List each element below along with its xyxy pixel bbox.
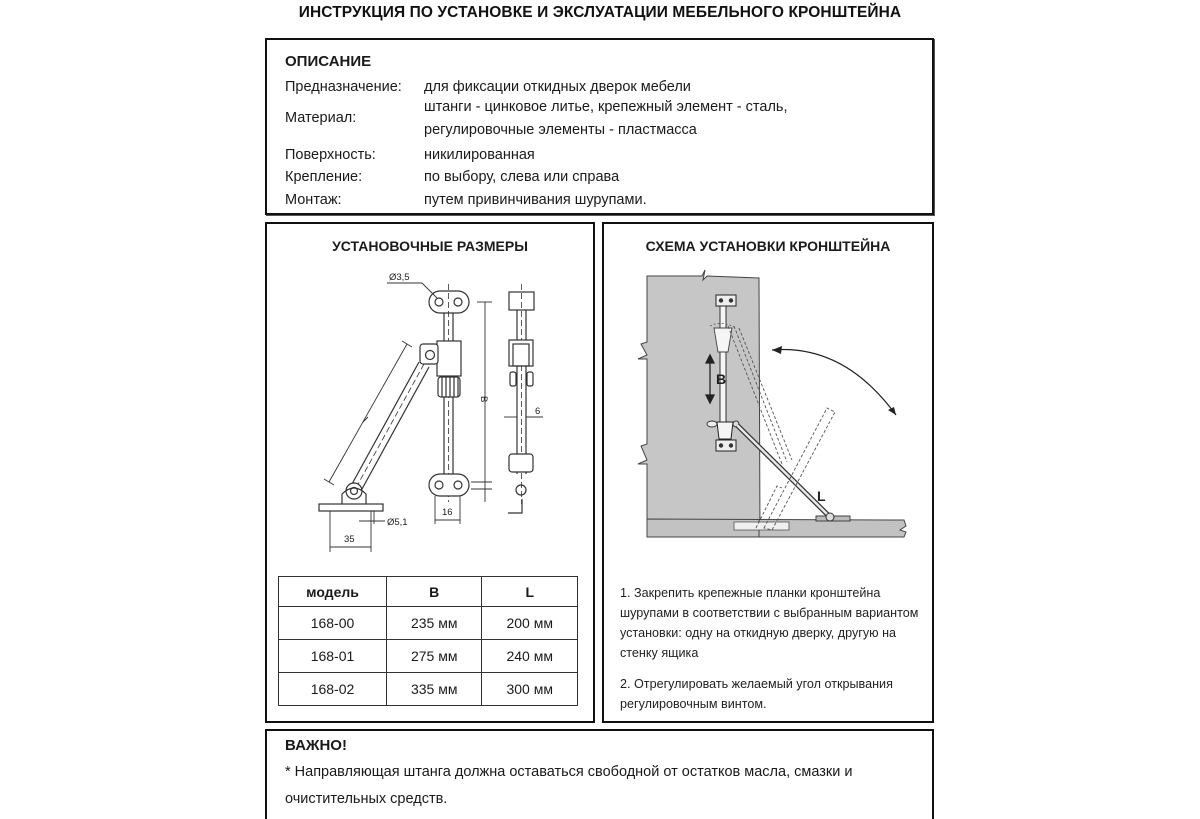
swing-arc-arrow (772, 350, 896, 415)
hole-diameter-top-label: Ø3,5 (389, 272, 410, 283)
table-row (279, 673, 578, 706)
description-label: Поверхность: (285, 147, 376, 163)
installation-scheme-section (602, 222, 934, 723)
cell-model: 168-02 (279, 673, 387, 706)
adjusting-nut (438, 377, 460, 397)
column-header-b: B (387, 577, 482, 607)
description-value: для фиксации откидных дверок мебели (424, 79, 691, 95)
important-text: * Направляющая штанга должна оставаться свободной от остатков масла, смазки и очистительных средств. (285, 764, 853, 807)
description-section (265, 38, 934, 215)
dimensions-section (265, 222, 595, 723)
scheme-label-l: L (817, 488, 826, 504)
bracket-dimension-drawing (267, 224, 593, 564)
length-b-label: B (478, 396, 489, 403)
installation-scheme-drawing (604, 224, 932, 554)
cell-model: 168-01 (279, 640, 387, 673)
cell-b: 335 мм (387, 673, 482, 706)
plate-width-label: 16 (442, 507, 453, 518)
base-plate (319, 504, 383, 511)
installation-step-1: 1. Закрепить крепежные планки кронштейна шурупами в соответствии с выбранным вариантом установки: одну на откидную дверку, другую на стенку ящика (620, 586, 919, 660)
dimensions-heading: УСТАНОВОЧНЫЕ РАЗМЕРЫ (332, 238, 528, 254)
scheme-label-b: B (716, 371, 727, 387)
description-value: никилированная (424, 147, 535, 163)
description-label: Материал: (285, 110, 357, 126)
cell-model: 168-00 (279, 607, 387, 640)
model-dimensions-table (278, 576, 578, 706)
table-row (279, 607, 578, 640)
document-title: ИНСТРУКЦИЯ ПО УСТАНОВКЕ И ЭКСЛУАТАЦИИ МЕБЕЛЬНОГО КРОНШТЕЙНА (298, 4, 902, 21)
description-value: регулировочные элементы - пластмасса (424, 122, 697, 138)
installation-step-2: 2. Отрегулировать желаемый угол открывания регулировочным винтом. (620, 677, 893, 711)
description-heading: ОПИСАНИЕ (285, 53, 372, 70)
table-header-row (279, 577, 578, 607)
description-label: Предназначение: (285, 79, 402, 95)
important-notice-section (265, 729, 934, 819)
rod-width-label: 6 (535, 406, 541, 417)
hole-diameter-bottom-label: Ø5,1 (387, 517, 408, 528)
cabinet-side-wall (638, 270, 760, 537)
column-header-model: модель (279, 577, 387, 607)
description-value: штанги - цинковое литье, крепежный элемент - сталь, (424, 99, 788, 115)
sliding-sleeve (437, 341, 461, 376)
description-label: Монтаж: (285, 192, 342, 208)
scheme-heading: СХЕМА УСТАНОВКИ КРОНШТЕЙНА (645, 238, 891, 254)
description-value: по выбору, слева или справа (424, 169, 620, 185)
cell-l: 200 мм (482, 607, 578, 640)
description-value: путем привинчивания шурупами. (424, 192, 647, 208)
table-row (279, 640, 578, 673)
base-width-label: 35 (344, 534, 355, 545)
important-heading: ВАЖНО! (285, 737, 347, 754)
cell-b: 235 мм (387, 607, 482, 640)
cell-b: 275 мм (387, 640, 482, 673)
installation-steps (620, 583, 925, 725)
cell-l: 300 мм (482, 673, 578, 706)
guide-rod (720, 304, 726, 429)
column-header-l: L (482, 577, 578, 607)
description-label: Крепление: (285, 169, 363, 185)
cell-l: 240 мм (482, 640, 578, 673)
